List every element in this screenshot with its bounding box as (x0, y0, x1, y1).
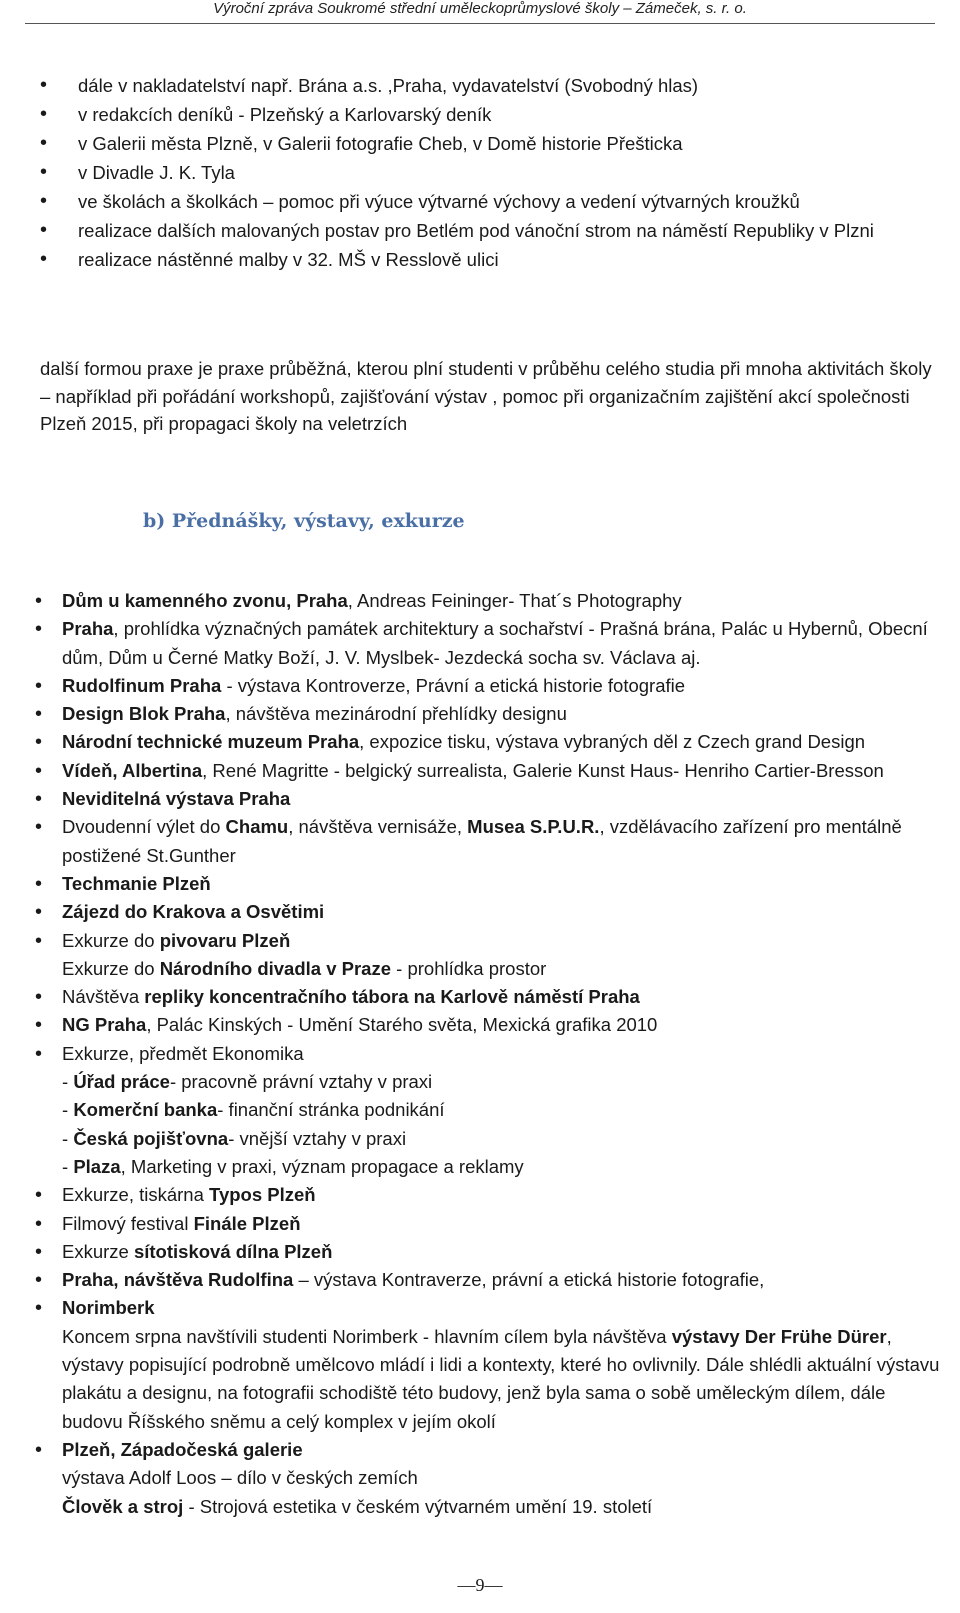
list-item-text (62, 873, 211, 894)
list-item-text: v Divadle J. K. Tyla (78, 162, 235, 183)
list-item-text (62, 590, 682, 611)
bullet-icon: • (35, 759, 43, 782)
text-run: Návštěva (62, 986, 145, 1008)
bold-text: Praha (62, 618, 114, 640)
header-divider (25, 23, 935, 24)
list-item (30, 1040, 945, 1181)
bullet-icon: • (40, 219, 48, 241)
list-item-text (62, 731, 865, 752)
text-run: , výstavy popisující podrobně umělcovo mládí i lidi a kontexty, které ho ovlivnily. Dále shlédli aktuální výstavu plakátu a designu, na fotografii schodiště této budovy, jenž byla sama o sobě uměleckým dílem, dále budovu Říšského sněmu a celý komplex v jejím okolí (62, 1325, 940, 1432)
text-run: výstava Adolf Loos – dílo v českých zemích (62, 1467, 418, 1489)
bullet-icon: • (40, 103, 48, 125)
list-item-text (62, 901, 324, 922)
list-item (30, 870, 945, 898)
list-item (30, 1436, 945, 1521)
page-header (0, 0, 960, 30)
bullet-icon: • (35, 872, 43, 895)
bold-text: Design Blok Praha (62, 703, 226, 725)
text-run: , návštěva mezinárodní přehlídky designu (225, 703, 567, 725)
text-run: Exkurze (62, 1240, 134, 1262)
text-run: - finanční stránka podnikání (217, 1099, 445, 1121)
list-item-text (62, 1213, 301, 1234)
sub-line (62, 955, 945, 983)
bullet-icon: • (35, 1240, 43, 1263)
bold-text: Chamu (225, 816, 289, 838)
text-run: – výstava Kontraverze, právní a etická historie fotografie, (293, 1269, 765, 1291)
bold-text: Národní technické muzeum Praha (62, 731, 360, 753)
sub-line (62, 1323, 945, 1436)
list-item (30, 672, 945, 700)
text-run: předmět Ekonomika (139, 1042, 304, 1064)
bullet-icon: • (35, 590, 43, 612)
list-item-text (62, 1184, 316, 1205)
text-run: , vzdělávacího zařízení pro mentálně postižené St.Gunther (62, 816, 902, 866)
list-item-text (62, 1439, 303, 1460)
list-item-text (62, 1241, 332, 1262)
sub-line (62, 1153, 945, 1181)
list-item (30, 158, 945, 187)
bold-text: Úřad práce (73, 1071, 170, 1093)
list-item (30, 700, 945, 728)
bold-text: Musea S.P.U.R. (467, 816, 600, 838)
text-run: , Marketing v praxi, význam propagace a reklamy (120, 1155, 524, 1177)
practice-list (30, 71, 945, 274)
bold-text: Rudolfinum Praha (62, 674, 222, 696)
bullet-icon: • (35, 929, 43, 952)
text-run: , Andreas Feininger- That´s Photography (347, 590, 682, 611)
report-title: Výroční zpráva Soukromé střední uměleckoprůmyslové školy – Zámeček, s. r. o. (213, 0, 747, 17)
list-item (30, 187, 945, 216)
text-run: , René Magritte - belgický surrealista, Galerie Kunst Haus- Henriho Cartier-Bresson (202, 759, 884, 781)
text-run: - Strojová estetika v českém výtvarném umění 19. století (183, 1495, 653, 1517)
practice-paragraph: další formou praxe je praxe průběžná, kterou plní studenti v průběhu celého studia při mnoha aktivitách školy – například při pořádání workshopů, zajišťování výstav , pomoc při organizačním zajištění akcí společnosti Plzeň 2015, při propagaci školy na veletrzích (40, 358, 932, 434)
bullet-icon: • (35, 901, 43, 924)
bullet-icon: • (35, 1438, 43, 1461)
text-run: Exkurze, (62, 1042, 140, 1064)
list-item-text (62, 1043, 304, 1064)
list-item-text: ve školách a školkách – pomoc při výuce výtvarné výchovy a vedení výtvarných kroužků (78, 191, 800, 212)
list-item (30, 71, 945, 100)
bullet-icon: • (35, 1014, 43, 1037)
list-item-text: v Galerii města Plzně, v Galerii fotografie Cheb, v Domě historie Přešticka (78, 133, 683, 154)
bullet-icon: • (40, 132, 48, 154)
text-run: , prohlídka význačných památek architektury a sochařství - Prašná brána, Palác u Hybernů, Obecní dům, Dům u Černé Matky Boží, J. V. Myslbek- Jezdecká socha sv. Václava aj. (62, 618, 928, 668)
list-item (30, 983, 945, 1011)
bold-text: repliky koncentračního tábora na Karlově náměstí Praha (144, 986, 640, 1008)
sub-line (62, 1464, 945, 1492)
list-item (30, 1266, 945, 1294)
list-item (30, 728, 945, 756)
text-run: Exkurze do (62, 957, 160, 979)
list-item-text (62, 816, 902, 865)
bold-text: Člověk a stroj (62, 1495, 184, 1517)
bold-text: Dům u kamenného zvonu, Praha (62, 590, 348, 611)
list-item (30, 757, 945, 785)
bullet-icon: • (35, 674, 43, 697)
text-run: - vnější vztahy v praxi (228, 1127, 407, 1149)
text-run: , návštěva vernisáže, (288, 816, 468, 838)
text-run: Exkurze do (62, 929, 160, 951)
sub-line (62, 1068, 945, 1096)
list-item-text (62, 675, 685, 696)
excursions-list (30, 587, 945, 1521)
bullet-icon: • (40, 190, 48, 212)
list-item (30, 100, 945, 129)
text-run: - (62, 1071, 74, 1093)
list-item (30, 785, 945, 813)
bullet-icon: • (35, 703, 43, 726)
bold-text: Finále Plzeň (193, 1212, 301, 1234)
text-run: Exkurze, tiskárna (62, 1184, 210, 1206)
text-run: - prohlídka prostor (391, 957, 547, 979)
bold-text: Komerční banka (73, 1099, 218, 1121)
list-item (30, 587, 945, 615)
bold-text: Vídeň, Albertina (62, 759, 203, 781)
text-run: Koncem srpna navštívili studenti Norimberk - hlavním cílem byla návštěva (62, 1325, 672, 1347)
bullet-icon: • (35, 618, 43, 641)
bold-text: Neviditelná výstava Praha (62, 788, 291, 810)
text-run: Dvoudenní výlet do (62, 816, 226, 838)
list-item (30, 615, 945, 672)
bold-text: Zájezd do Krakova a Osvětimi (62, 901, 325, 923)
bold-text: Norimberk (62, 1297, 155, 1319)
list-item-text: realizace dalších malovaných postav pro Betlém pod vánoční strom na náměstí Republiky v Plzni (78, 220, 874, 241)
list-item-text (62, 760, 884, 781)
bold-text: Plzeň, Západočeská galerie (62, 1438, 303, 1460)
bold-text: Typos Plzeň (209, 1184, 316, 1206)
bullet-icon: • (35, 1212, 43, 1235)
sub-line (62, 1125, 945, 1153)
text-run: - pracovně právní vztahy v praxi (169, 1071, 433, 1093)
bullet-icon: • (35, 1297, 43, 1320)
list-item (30, 927, 945, 984)
text-run: , Palác Kinských - Umění Starého světa, Mexická grafika 2010 (146, 1014, 658, 1036)
list-item-text (62, 930, 290, 951)
list-item (30, 129, 945, 158)
bullet-icon: • (35, 1042, 43, 1065)
bullet-icon: • (35, 731, 43, 754)
bold-text: Praha, návštěva Rudolfina (62, 1269, 294, 1291)
bold-text: NG Praha (62, 1014, 147, 1036)
list-item (30, 1210, 945, 1238)
bullet-icon: • (40, 74, 48, 96)
list-item-text (62, 1269, 764, 1290)
list-item (30, 216, 945, 245)
bold-text: Techmanie Plzeň (62, 872, 211, 894)
list-item-text: dále v nakladatelství např. Brána a.s. ,Praha, vydavatelství (Svobodný hlas) (78, 75, 699, 96)
text-run: - výstava Kontroverze, Právní a etická historie fotografie (221, 674, 686, 696)
page-number: —9— (457, 1575, 503, 1595)
bold-text: Národního divadla v Praze (159, 957, 392, 979)
sub-line (62, 1096, 945, 1124)
list-item (30, 1238, 945, 1266)
list-item-text (62, 986, 640, 1007)
bullet-icon: • (35, 1269, 43, 1292)
bullet-icon: • (40, 248, 48, 270)
text-run: - (62, 1127, 74, 1149)
list-item-text (62, 703, 567, 724)
list-item-text (62, 618, 928, 667)
text-run: Filmový festival (62, 1212, 194, 1234)
text-run: - (62, 1099, 74, 1121)
bullet-icon: • (35, 986, 43, 1009)
list-item (30, 1294, 945, 1435)
sub-line (62, 1493, 945, 1521)
list-item-text: realizace nástěnné malby v 32. MŠ v Resslově ulici (78, 249, 499, 270)
list-item (30, 1181, 945, 1209)
list-item (30, 1011, 945, 1039)
list-item-text (62, 788, 290, 809)
bullet-icon: • (35, 788, 43, 811)
list-item-text (62, 1014, 657, 1035)
text-run: - (62, 1155, 74, 1177)
bold-text: pivovaru Plzeň (159, 929, 291, 951)
bold-text: sítotisková dílna Plzeň (133, 1240, 333, 1262)
list-item (30, 813, 945, 870)
bullet-icon: • (35, 816, 43, 839)
section-title: b) Přednášky, výstavy, exkurze (143, 510, 465, 532)
bold-text: Česká pojišťovna (73, 1127, 229, 1149)
text-run: , expozice tisku, výstava vybraných děl z Czech grand Design (359, 731, 866, 753)
bold-text: Plaza (73, 1155, 121, 1177)
list-item (30, 245, 945, 274)
list-item (30, 898, 945, 926)
bold-text: výstavy Der Frühe Dürer (671, 1325, 887, 1347)
bullet-icon: • (40, 161, 48, 183)
bullet-icon: • (35, 1184, 43, 1207)
list-item-text: v redakcích deníků - Plzeňský a Karlovarský deník (78, 104, 492, 125)
list-item-text (62, 1297, 155, 1318)
